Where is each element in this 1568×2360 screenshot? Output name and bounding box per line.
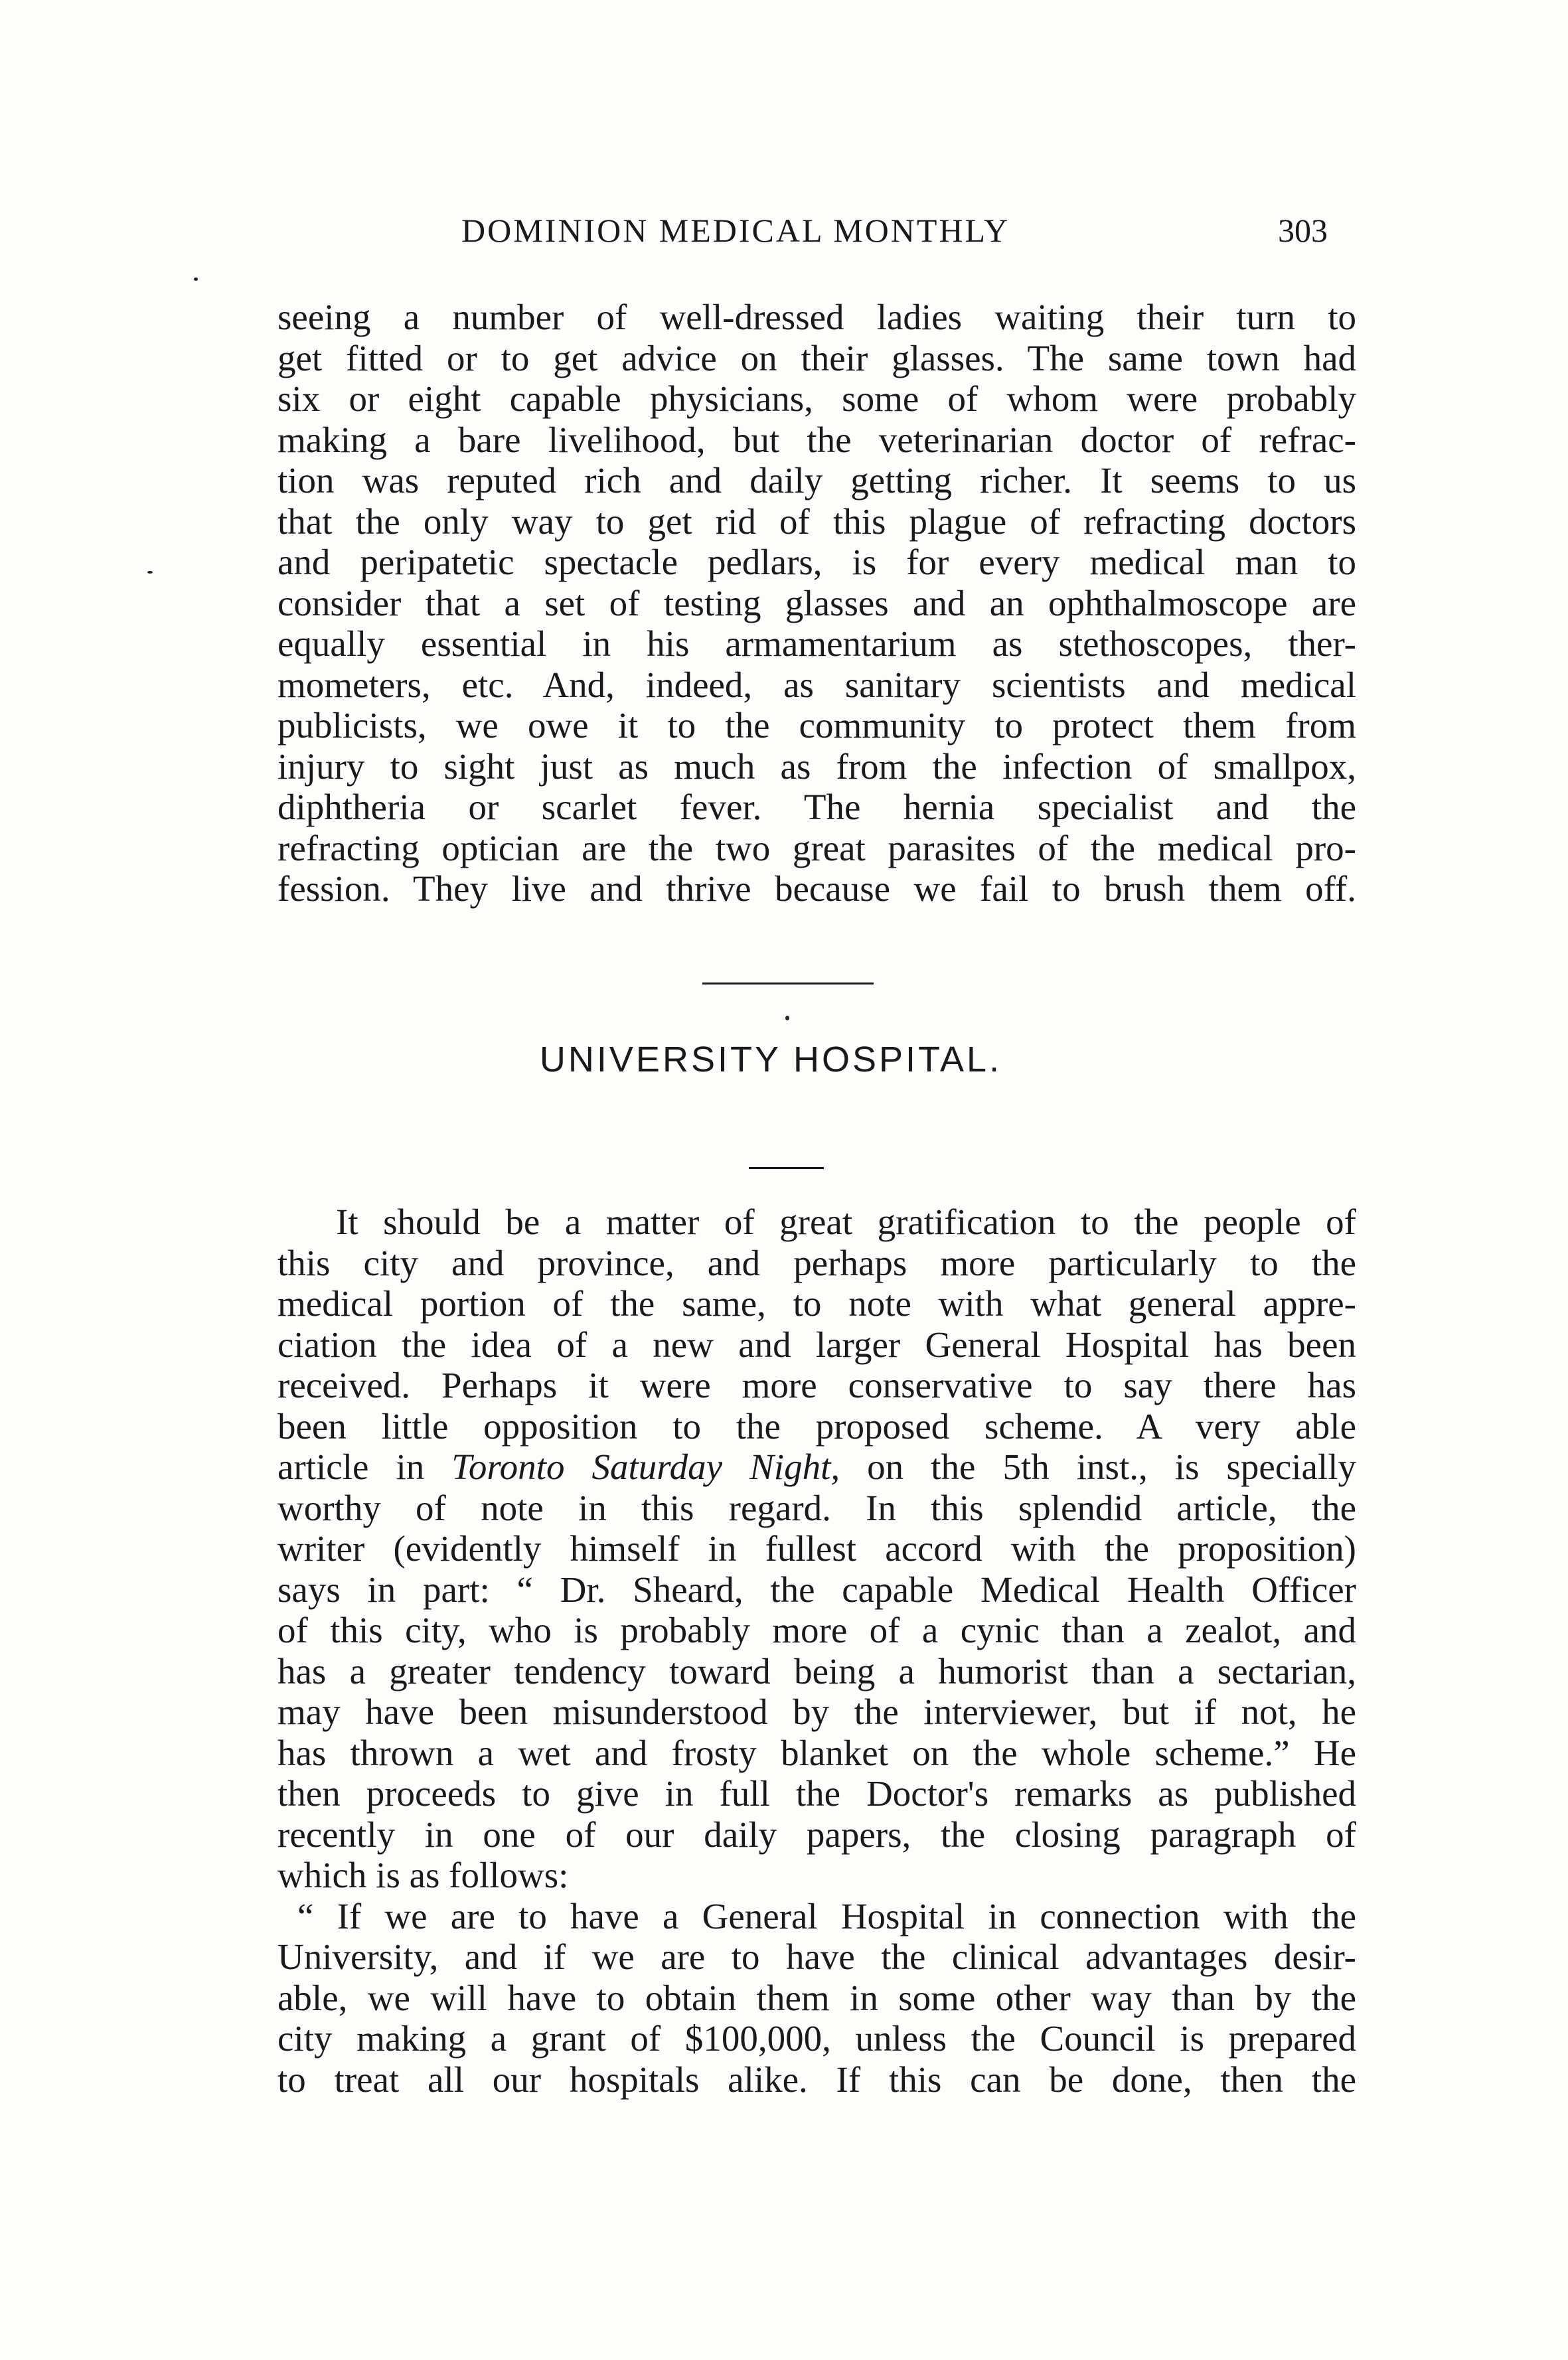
running-title: DOMINION MEDICAL MONTHLY bbox=[461, 212, 1010, 249]
text-line: of this city, who is probably more of a cynic than a zealot, and bbox=[277, 1610, 1356, 1650]
text-line: making a bare livelihood, but the veterinarian doctor of refrac- bbox=[277, 419, 1356, 460]
text-line: then proceeds to give in full the Doctor's remarks as published bbox=[277, 1773, 1356, 1814]
print-speck bbox=[785, 1016, 789, 1020]
text-line: and peripatetic spectacle pedlars, is for every medical man to bbox=[277, 542, 1356, 582]
text-line: medical portion of the same, to note with what general appre- bbox=[277, 1283, 1356, 1324]
text-fragment: article in bbox=[277, 1447, 452, 1487]
text-line: has thrown a wet and frosty blanket on the whole scheme.” He bbox=[277, 1732, 1356, 1773]
text-line: University, and if we are to have the clinical advantages desir- bbox=[277, 1936, 1356, 1977]
text-line: get fitted or to get advice on their glasses. The same town had bbox=[277, 337, 1356, 378]
page-number: 303 bbox=[1278, 212, 1328, 249]
text-line: says in part: “ Dr. Sheard, the capable Medical Health Officer bbox=[277, 1569, 1356, 1610]
text-line: this city and province, and perhaps more particularly to the bbox=[277, 1242, 1356, 1283]
article-body-continued bbox=[277, 297, 1356, 909]
text-line: worthy of note in this regard. In this splendid article, the bbox=[277, 1487, 1356, 1528]
text-line: tion was reputed rich and daily getting richer. It seems to us bbox=[277, 460, 1356, 501]
section-heading bbox=[0, 1039, 1568, 1080]
text-line: been little opposition to the proposed scheme. A very able bbox=[277, 1405, 1356, 1447]
text-line: recently in one of our daily papers, the closing paragraph of bbox=[277, 1814, 1356, 1855]
text-line: diphtheria or scarlet fever. The hernia specialist and the bbox=[277, 787, 1356, 827]
print-speck bbox=[147, 571, 153, 574]
text-line: which is as follows: bbox=[277, 1855, 569, 1895]
heading-underline bbox=[749, 1167, 824, 1169]
print-speck bbox=[194, 277, 198, 281]
article-body bbox=[277, 1202, 1356, 2100]
text-line: received. Perhaps it were more conservative to say there has bbox=[277, 1365, 1356, 1405]
text-line: seeing a number of well-dressed ladies waiting their turn to bbox=[277, 297, 1356, 337]
section-divider bbox=[702, 983, 874, 984]
text-fragment: on the 5th inst., is specially bbox=[840, 1447, 1356, 1487]
text-line: city making a grant of $100,000, unless the Council is prepared bbox=[277, 2018, 1356, 2059]
text-line: mometers, etc. And, indeed, as sanitary scientists and medical bbox=[277, 664, 1356, 705]
text-line: injury to sight just as much as from the infection of smallpox, bbox=[277, 746, 1356, 787]
text-line: refracting optician are the two great parasites of the medical pro- bbox=[277, 827, 1356, 868]
text-line: It should be a matter of great gratification to the people of bbox=[336, 1202, 1356, 1242]
text-line: to treat all our hospitals alike. If this can be done, then the bbox=[277, 2059, 1356, 2100]
text-line: has a greater tendency toward being a humorist than a sectarian, bbox=[277, 1650, 1356, 1691]
text-line: six or eight capable physicians, some of whom were probably bbox=[277, 378, 1356, 419]
publication-title: Toronto Saturday Night, bbox=[451, 1447, 840, 1487]
text-line-with-title bbox=[277, 1447, 1356, 1488]
text-line: ciation the idea of a new and larger General Hospital has been bbox=[277, 1324, 1356, 1365]
text-line: writer (evidently himself in fullest accord with the proposition) bbox=[277, 1528, 1356, 1569]
text-line: consider that a set of testing glasses and an ophthalmoscope are bbox=[277, 582, 1356, 623]
text-line: publicists, we owe it to the community to protect them from bbox=[277, 705, 1356, 746]
text-line: able, we will have to obtain them in some other way than by the bbox=[277, 1977, 1356, 2018]
text-line: equally essential in his armamentarium as stethoscopes, ther- bbox=[277, 623, 1356, 664]
text-line: “ If we are to have a General Hospital in connection with the bbox=[297, 1895, 1356, 1936]
section-heading-text: UNIVERSITY HOSPITAL. bbox=[539, 1040, 1002, 1079]
text-line: that the only way to get rid of this plague of refracting doctors bbox=[277, 501, 1356, 542]
text-line: fession. They live and thrive because we fail to brush them off. bbox=[277, 868, 1356, 909]
text-line: may have been misunderstood by the interviewer, but if not, he bbox=[277, 1691, 1356, 1732]
